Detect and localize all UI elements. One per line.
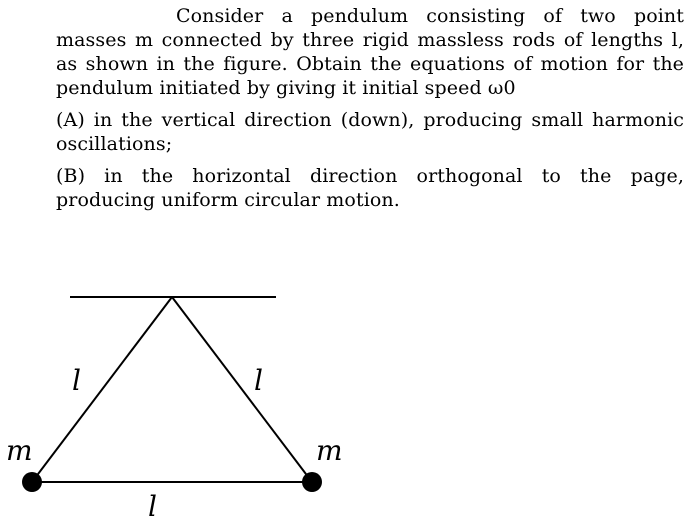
right-mass <box>302 472 322 492</box>
left-mass-label: m <box>6 434 33 467</box>
left-rod <box>32 297 172 482</box>
left-mass <box>22 472 42 492</box>
problem-part-a: (A) in the vertical direction (down), producing small harmonic oscillations; <box>56 109 684 155</box>
left-rod-label: l <box>72 364 81 397</box>
right-mass-label: m <box>316 434 343 467</box>
right-rod-label: l <box>254 364 263 397</box>
right-rod <box>172 297 312 482</box>
bottom-rod-label: l <box>148 490 157 522</box>
problem-statement <box>56 4 684 212</box>
problem-intro: Consider a pendulum consisting of two point masses m connected by three rigid massless rods of lengths l, as shown in the figure. Obtain the equations of motion for the pendulum initiated by giving it initial speed ω0 <box>56 5 684 99</box>
pendulum-figure <box>0 280 688 522</box>
problem-part-b: (B) in the horizontal direction orthogonal to the page, producing uniform circular motion. <box>56 165 684 211</box>
